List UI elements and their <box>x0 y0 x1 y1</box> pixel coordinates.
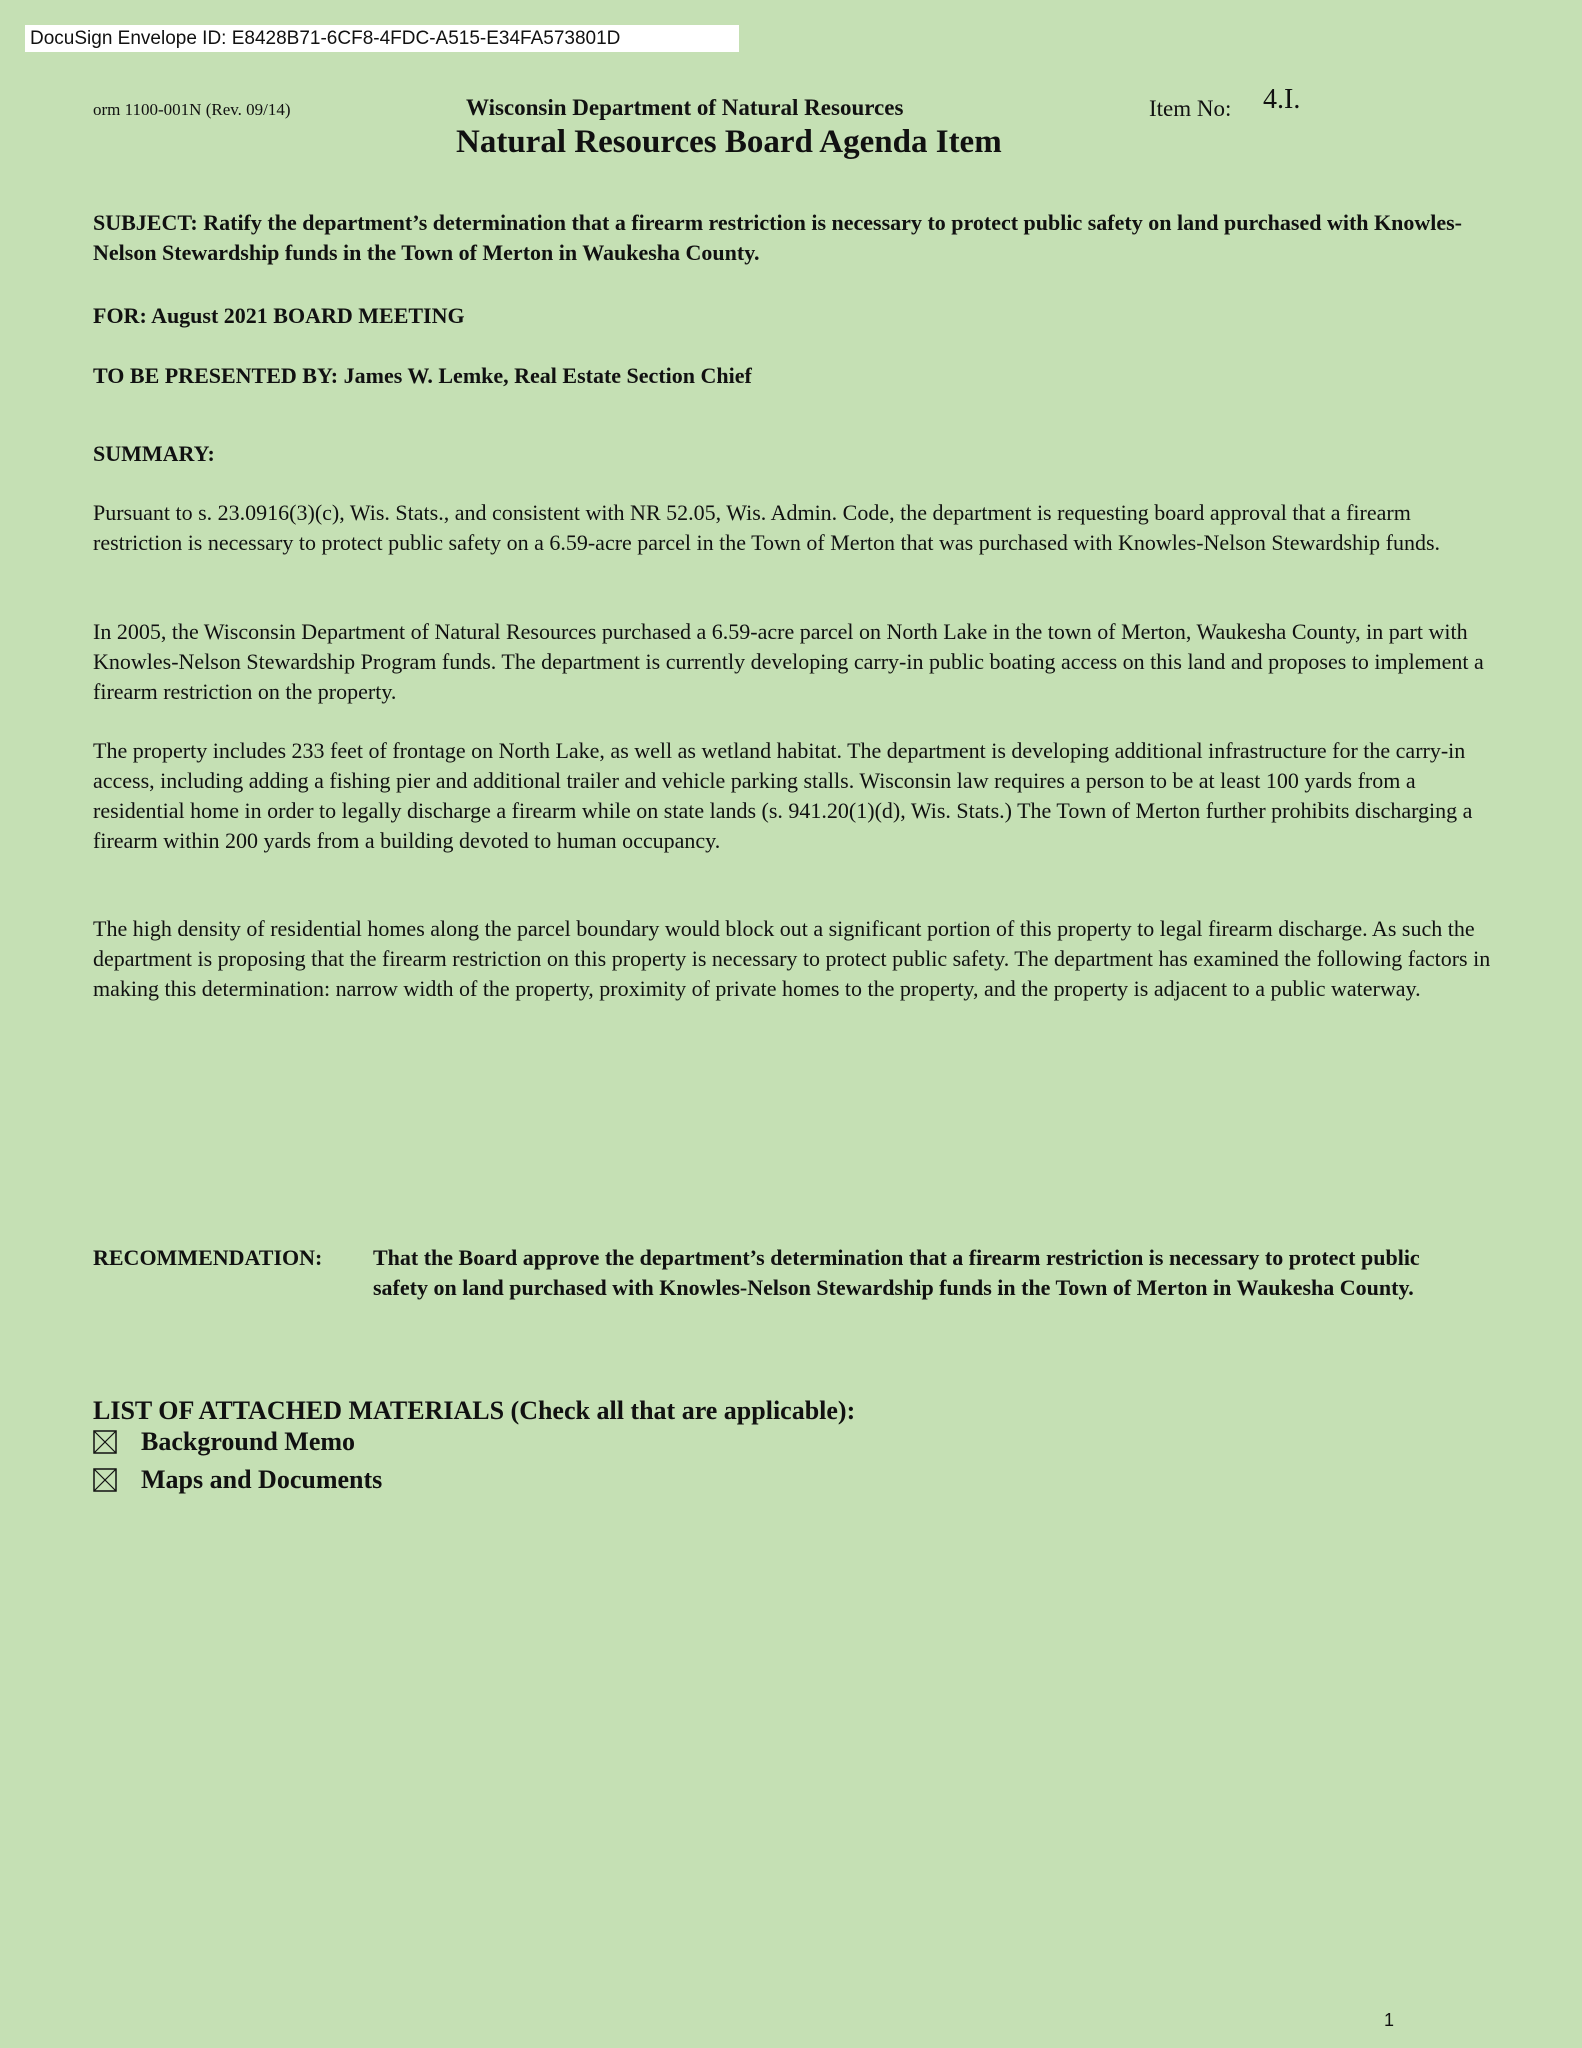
subject-section <box>93 208 1493 268</box>
for-label: FOR: <box>93 303 147 328</box>
summary-paragraph: In 2005, the Wisconsin Department of Natural Resources purchased a 6.59-acre parcel on North Lake in the town of Merton, Waukesha County, in part with Knowles-Nelson Stewardship Program funds. The department is currently developing carry-in public boating access on this land and proposes to implement a firearm restriction on the property. <box>93 619 1484 704</box>
page-number: 1 <box>1384 2010 1395 2030</box>
attachment-item <box>93 1465 382 1495</box>
form-number: orm 1100-001N (Rev. 09/14) <box>93 100 291 119</box>
department-name: Wisconsin Department of Natural Resources <box>466 95 904 120</box>
recommendation-text: That the Board approve the department’s determination that a firearm restriction is necessary to protect public safety on land purchased with Knowles-Nelson Stewardship funds in the Town of Merton in Waukesha County. <box>373 1245 1420 1300</box>
summary-paragraph: Pursuant to s. 23.0916(3)(c), Wis. Stats., and consistent with NR 52.05, Wis. Admin. Code, the department is requesting board approval that a firearm restriction is necessary to protect public safety on a 6.59-acre parcel in the Town of Merton that was purchased with Knowles-Nelson Stewardship funds. <box>93 500 1441 555</box>
item-number: 4.I. <box>1263 84 1301 115</box>
summary-paragraph: The property includes 233 feet of frontage on North Lake, as well as wetland habitat. The department is developing additional infrastructure for the carry-in access, including adding a fishing pier and additional trailer and vehicle parking stalls. Wisconsin law requires a person to be at least 100 yards from a residential home in order to legally discharge a firearm while on state lands (s. 941.20(1)(d), Wis. Stats.) The Town of Merton further prohibits discharging a firearm within 200 yards from a building devoted to human occupancy. <box>93 738 1473 853</box>
summary-paragraph: The high density of residential homes along the parcel boundary would block out a significant portion of this property to legal firearm discharge. As such the department is proposing that the firearm restriction on this property is necessary to protect public safety. The department has examined the following factors in making this determination: narrow width of the property, proximity of private homes to the property, and the property is adjacent to a public waterway. <box>93 916 1491 1001</box>
attachment-label: Maps and Documents <box>141 1465 383 1494</box>
subject-label: SUBJECT: <box>93 210 198 235</box>
checked-box-icon[interactable] <box>93 1468 117 1492</box>
docusign-envelope-id: DocuSign Envelope ID: E8428B71-6CF8-4FDC-A515-E34FA573801D <box>25 25 739 52</box>
for-text: August 2021 BOARD MEETING <box>151 303 465 328</box>
meeting-section <box>93 301 1493 331</box>
presenter-text: James W. Lemke, Real Estate Section Chief <box>343 363 752 388</box>
attachment-item <box>93 1427 355 1457</box>
presenter-section <box>93 361 1493 391</box>
presenter-label: TO BE PRESENTED BY: <box>93 363 339 388</box>
summary-heading: SUMMARY: <box>93 441 215 466</box>
attachment-label: Background Memo <box>141 1427 356 1456</box>
recommendation-label: RECOMMENDATION: <box>93 1245 323 1270</box>
subject-text: Ratify the department’s determination that a firearm restriction is necessary to protect public safety on land purchased with Knowles-Nelson Stewardship funds in the Town of Merton in Waukesha County. <box>93 210 1463 265</box>
attachments-heading: LIST OF ATTACHED MATERIALS (Check all that are applicable): <box>93 1396 856 1425</box>
item-number-label: Item No: <box>1149 96 1232 121</box>
page-title: Natural Resources Board Agenda Item <box>456 124 1002 160</box>
checked-box-icon[interactable] <box>93 1430 117 1454</box>
